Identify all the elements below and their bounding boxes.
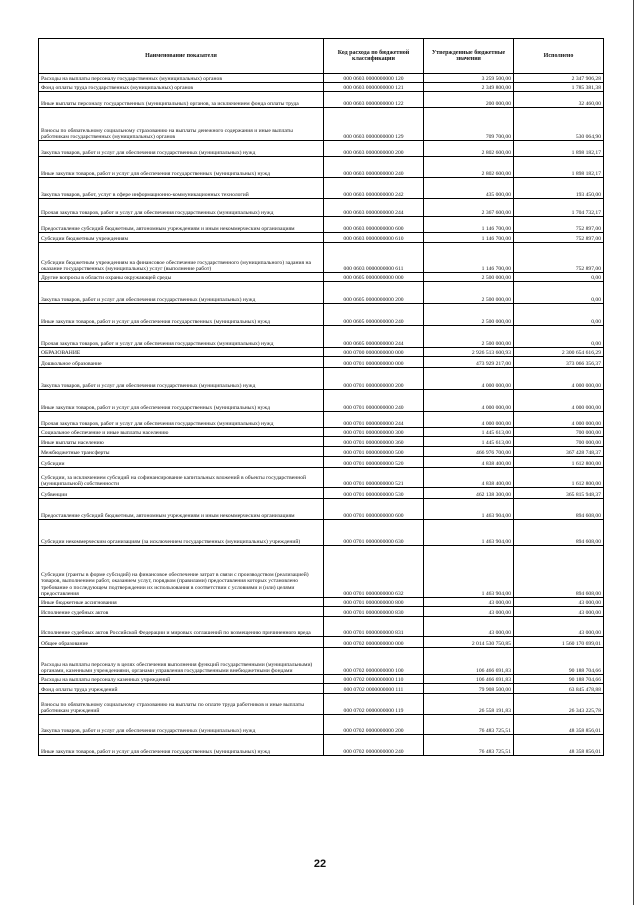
row-executed: 4 000 000,00 [514, 368, 604, 390]
row-executed: 373 066 356,37 [514, 357, 604, 368]
table-row [39, 178, 604, 199]
row-approved: 435 000,00 [424, 178, 514, 199]
row-code: 000 0701 0000000000 632 [324, 546, 424, 598]
row-name: Субвенции [39, 488, 324, 499]
row-code: 000 0702 0000000000 200 [324, 715, 424, 735]
table-row [39, 243, 604, 273]
row-name: Иные закупки товаров, работ и услуг для обеспечения государственных (муниципальных) нужд [39, 157, 324, 178]
row-code: 000 0603 0000000000 242 [324, 178, 424, 199]
table-row [39, 598, 604, 607]
row-approved: 2 500 000,00 [424, 326, 514, 348]
table-row [39, 157, 604, 178]
row-name: Иные закупки товаров, работ и услуг для обеспечения государственных (муниципальных) нужд [39, 390, 324, 412]
row-executed: 63 845 478,88 [514, 684, 604, 694]
row-name: Субсидии некоммерческим организациям (за исключением государственных (муниципальных) учреждений) [39, 520, 324, 546]
row-approved: 1 445 613,00 [424, 428, 514, 437]
row-code: 000 0702 0000000000 119 [324, 694, 424, 715]
row-name: Закупка товаров, работ и услуг для обеспечения государственных (муниципальных) нужд [39, 282, 324, 304]
row-name: Закупка товаров, работ, услуг в сфере информационно-коммуникационных технологий [39, 178, 324, 199]
table-row [39, 304, 604, 326]
row-approved: 4 000 000,00 [424, 390, 514, 412]
row-code: 000 0605 0000000000 200 [324, 282, 424, 304]
row-executed: 894 608,00 [514, 546, 604, 598]
table-row [39, 233, 604, 243]
row-executed: 894 608,00 [514, 520, 604, 546]
row-executed: 1 560 170 699,01 [514, 637, 604, 648]
row-executed: 752 897,00 [514, 217, 604, 233]
row-approved: 1 445 613,00 [424, 437, 514, 447]
row-name: Иные выплаты персоналу государственных (муниципальных) органов, за исключением фонда оплаты труда [39, 92, 324, 108]
row-approved: 1 463 904,00 [424, 520, 514, 546]
row-code: 000 0701 0000000000 530 [324, 488, 424, 499]
row-code: 000 0603 0000000000 122 [324, 92, 424, 108]
row-name: Расходы на выплаты персоналу в целях обеспечения выполнения функций государственными (муниципальными) органами, казенными учреждениями, органами управления государственными внебюджетными фондами [39, 648, 324, 675]
row-approved: 2 014 530 750,85 [424, 637, 514, 648]
row-approved: 2 926 513 600,93 [424, 348, 514, 357]
row-approved: 43 000,00 [424, 598, 514, 607]
table-row [39, 199, 604, 217]
row-name: Субсидии бюджетным учреждениям [39, 233, 324, 243]
row-code: 000 0605 0000000000 000 [324, 273, 424, 282]
budget-execution-table [38, 38, 604, 756]
row-code: 000 0603 0000000000 200 [324, 141, 424, 157]
row-executed: 1 785 381,38 [514, 83, 604, 92]
table-row [39, 83, 604, 92]
row-approved: 4 838 400,00 [424, 457, 514, 468]
row-approved: 26 558 191,83 [424, 694, 514, 715]
row-executed: 1 898 182,17 [514, 141, 604, 157]
row-code: 000 0701 0000000000 500 [324, 447, 424, 457]
row-approved: 1 146 700,00 [424, 243, 514, 273]
table-row [39, 694, 604, 715]
scan-edge-line [633, 0, 634, 905]
row-code: 000 0702 0000000000 110 [324, 675, 424, 684]
table-row [39, 412, 604, 428]
row-approved: 473 929 217,00 [424, 357, 514, 368]
row-code: 000 0701 0000000000 300 [324, 428, 424, 437]
row-executed: 90 188 704,66 [514, 675, 604, 684]
row-approved: 2 802 600,00 [424, 157, 514, 178]
row-name: Общее образование [39, 637, 324, 648]
table-row [39, 457, 604, 468]
table-row [39, 357, 604, 368]
row-approved: 2 802 600,00 [424, 141, 514, 157]
row-approved: 709 700,00 [424, 108, 514, 141]
table-row [39, 520, 604, 546]
row-name: Межбюджетные трансферты [39, 447, 324, 457]
row-name: Предоставление субсидий бюджетным, автономным учреждениям и иным некоммерческим организациям [39, 499, 324, 520]
table-row [39, 282, 604, 304]
row-executed: 367 428 748,37 [514, 447, 604, 457]
table-row [39, 607, 604, 617]
row-executed: 48 358 856,01 [514, 715, 604, 735]
row-approved: 2 349 800,00 [424, 83, 514, 92]
table-row [39, 637, 604, 648]
row-code: 000 0701 0000000000 360 [324, 437, 424, 447]
row-name: Закупка товаров, работ и услуг для обеспечения государственных (муниципальных) нужд [39, 715, 324, 735]
row-code: 000 0701 0000000000 800 [324, 598, 424, 607]
row-name: Иные закупки товаров, работ и услуг для обеспечения государственных (муниципальных) нужд [39, 304, 324, 326]
row-code: 000 0701 0000000000 521 [324, 468, 424, 488]
table-row [39, 684, 604, 694]
row-approved: 43 000,00 [424, 607, 514, 617]
row-approved: 1 146 700,00 [424, 217, 514, 233]
row-executed: 0,00 [514, 326, 604, 348]
table-row [39, 468, 604, 488]
row-executed: 752 897,00 [514, 243, 604, 273]
row-approved: 106 466 691,83 [424, 675, 514, 684]
table-row [39, 675, 604, 684]
row-name: Расходы на выплаты персоналу государственных (муниципальных) органов [39, 74, 324, 83]
table-row [39, 368, 604, 390]
row-code: 000 0603 0000000000 129 [324, 108, 424, 141]
table-row [39, 74, 604, 83]
row-name: Иные закупки товаров, работ и услуг для обеспечения государственных (муниципальных) нужд [39, 735, 324, 756]
row-code: 000 0603 0000000000 610 [324, 233, 424, 243]
row-approved: 2 500 000,00 [424, 273, 514, 282]
row-executed: 90 188 704,66 [514, 648, 604, 675]
row-name: Фонд оплаты труда государственных (муниципальных) органов [39, 83, 324, 92]
row-executed: 43 000,00 [514, 598, 604, 607]
table-row [39, 499, 604, 520]
row-executed: 4 000 000,00 [514, 412, 604, 428]
table-row [39, 273, 604, 282]
table-row [39, 735, 604, 756]
row-name: Фонд оплаты труда учреждений [39, 684, 324, 694]
table-row [39, 488, 604, 499]
row-executed: 700 000,00 [514, 428, 604, 437]
row-approved: 4 000 000,00 [424, 412, 514, 428]
row-executed: 894 608,00 [514, 499, 604, 520]
row-executed: 530 064,90 [514, 108, 604, 141]
row-executed: 700 000,00 [514, 437, 604, 447]
row-code: 000 0701 0000000000 520 [324, 457, 424, 468]
table-row [39, 108, 604, 141]
row-name: Закупка товаров, работ и услуг для обеспечения государственных (муниципальных) нужд [39, 368, 324, 390]
row-approved: 43 000,00 [424, 617, 514, 637]
row-name: Иные выплаты населению [39, 437, 324, 447]
row-executed: 2 347 906,28 [514, 74, 604, 83]
table-row [39, 617, 604, 637]
row-executed: 32 460,00 [514, 92, 604, 108]
row-approved: 76 483 725,51 [424, 735, 514, 756]
row-executed: 1 612 800,00 [514, 457, 604, 468]
row-executed: 43 000,00 [514, 607, 604, 617]
table-row [39, 437, 604, 447]
row-executed: 2 300 654 616,29 [514, 348, 604, 357]
row-code: 000 0603 0000000000 240 [324, 157, 424, 178]
table-header-row [39, 39, 604, 74]
row-code: 000 0702 0000000000 111 [324, 684, 424, 694]
row-name: Закупка товаров, работ и услуг для обеспечения государственных (муниципальных) нужд [39, 141, 324, 157]
row-code: 000 0603 0000000000 611 [324, 243, 424, 273]
row-name: Исполнение судебных актов [39, 607, 324, 617]
row-code: 000 0701 0000000000 830 [324, 607, 424, 617]
row-code: 000 0702 0000000000 000 [324, 637, 424, 648]
row-code: 000 0701 0000000000 000 [324, 357, 424, 368]
row-executed: 48 358 856,01 [514, 735, 604, 756]
row-code: 000 0701 0000000000 630 [324, 520, 424, 546]
row-executed: 1 612 800,00 [514, 468, 604, 488]
row-executed: 4 000 000,00 [514, 390, 604, 412]
header-executed: Исполнено [514, 39, 604, 74]
row-name: Расходы на выплаты персоналу казенных учреждений [39, 675, 324, 684]
row-approved: 1 463 904,00 [424, 546, 514, 598]
table-row [39, 390, 604, 412]
row-code: 000 0702 0000000000 240 [324, 735, 424, 756]
table-row [39, 546, 604, 598]
row-executed: 43 000,00 [514, 617, 604, 637]
table-row [39, 715, 604, 735]
row-code: 000 0701 0000000000 200 [324, 368, 424, 390]
row-code: 000 0603 0000000000 244 [324, 199, 424, 217]
row-code: 000 0701 0000000000 600 [324, 499, 424, 520]
row-executed: 1 704 732,17 [514, 199, 604, 217]
row-approved: 76 483 725,51 [424, 715, 514, 735]
row-name: Исполнение судебных актов Российской Федерации и мировых соглашений по возмещению причиненного вреда [39, 617, 324, 637]
table-row [39, 648, 604, 675]
row-name: ОБРАЗОВАНИЕ [39, 348, 324, 357]
row-code: 000 0605 0000000000 240 [324, 304, 424, 326]
table-row [39, 447, 604, 457]
row-executed: 26 343 225,78 [514, 694, 604, 715]
row-code: 000 0701 0000000000 831 [324, 617, 424, 637]
row-executed: 752 897,00 [514, 233, 604, 243]
row-name: Предоставление субсидий бюджетным, автономным учреждениям и иным некоммерческим организациям [39, 217, 324, 233]
row-name: Взносы по обязательному социальному страхованию на выплаты по оплате труда работников и иные выплаты работникам учреждений [39, 694, 324, 715]
table-row [39, 141, 604, 157]
row-approved: 4 838 400,00 [424, 468, 514, 488]
row-name: Прочая закупка товаров, работ и услуг для обеспечения государственных (муниципальных) нужд [39, 412, 324, 428]
table-row [39, 326, 604, 348]
row-name: Дошкольное образование [39, 357, 324, 368]
header-code: Код расхода по бюджетной классификации [324, 39, 424, 74]
row-approved: 2 367 600,00 [424, 199, 514, 217]
row-name: Взносы по обязательному социальному страхованию на выплаты денежного содержания и иные выплаты работникам государственных (муниципальных) органов [39, 108, 324, 141]
row-code: 000 0603 0000000000 600 [324, 217, 424, 233]
row-code: 000 0605 0000000000 244 [324, 326, 424, 348]
row-approved: 4 000 000,00 [424, 368, 514, 390]
row-code: 000 0700 0000000000 000 [324, 348, 424, 357]
row-approved: 1 146 700,00 [424, 233, 514, 243]
row-code: 000 0603 0000000000 121 [324, 83, 424, 92]
row-approved: 1 463 904,00 [424, 499, 514, 520]
row-executed: 0,00 [514, 273, 604, 282]
row-name: Другие вопросы в области охраны окружающей среды [39, 273, 324, 282]
row-executed: 0,00 [514, 304, 604, 326]
table-row [39, 217, 604, 233]
row-name: Социальное обеспечение и иные выплаты населению [39, 428, 324, 437]
row-name: Прочая закупка товаров, работ и услуг для обеспечения государственных (муниципальных) нужд [39, 199, 324, 217]
row-name: Субсидии, за исключением субсидий на софинансирование капитальных вложений в объекты государственной (муниципальной) собственности [39, 468, 324, 488]
row-executed: 1 898 182,17 [514, 157, 604, 178]
row-approved: 2 500 000,00 [424, 282, 514, 304]
header-name: Наименование показателя [39, 39, 324, 74]
row-approved: 79 908 500,00 [424, 684, 514, 694]
row-executed: 365 815 948,37 [514, 488, 604, 499]
page-number: 22 [313, 858, 327, 870]
row-code: 000 0702 0000000000 100 [324, 648, 424, 675]
row-executed: 0,00 [514, 282, 604, 304]
row-approved: 462 138 300,00 [424, 488, 514, 499]
header-approved: Утвержденные бюджетные значения [424, 39, 514, 74]
row-executed: 193 450,00 [514, 178, 604, 199]
row-name: Иные бюджетные ассигнования [39, 598, 324, 607]
row-name: Субсидии [39, 457, 324, 468]
row-approved: 2 500 000,00 [424, 304, 514, 326]
table-row [39, 428, 604, 437]
row-approved: 466 976 700,00 [424, 447, 514, 457]
row-approved: 3 259 500,00 [424, 74, 514, 83]
row-approved: 106 466 691,83 [424, 648, 514, 675]
table-row [39, 92, 604, 108]
table-body [39, 74, 604, 756]
row-name: Субсидии (гранты в форме субсидий) на финансовое обеспечение затрат в связи с производством (реализацией) товаров, выполнением работ, оказанием услуг, порядком (правилами) предоставления которых установлено требование о последующем подтверждении их использования в соответствии с условиями и (или) целями предоставления [39, 546, 324, 598]
row-name: Субсидии бюджетным учреждениям на финансовое обеспечение государственного (муниципального) задания на оказание государственных (муниципальных) услуг (выполнение работ) [39, 243, 324, 273]
row-approved: 200 000,00 [424, 92, 514, 108]
table-row [39, 348, 604, 357]
row-code: 000 0701 0000000000 244 [324, 412, 424, 428]
row-name: Прочая закупка товаров, работ и услуг для обеспечения государственных (муниципальных) нужд [39, 326, 324, 348]
row-code: 000 0701 0000000000 240 [324, 390, 424, 412]
row-code: 000 0603 0000000000 120 [324, 74, 424, 83]
